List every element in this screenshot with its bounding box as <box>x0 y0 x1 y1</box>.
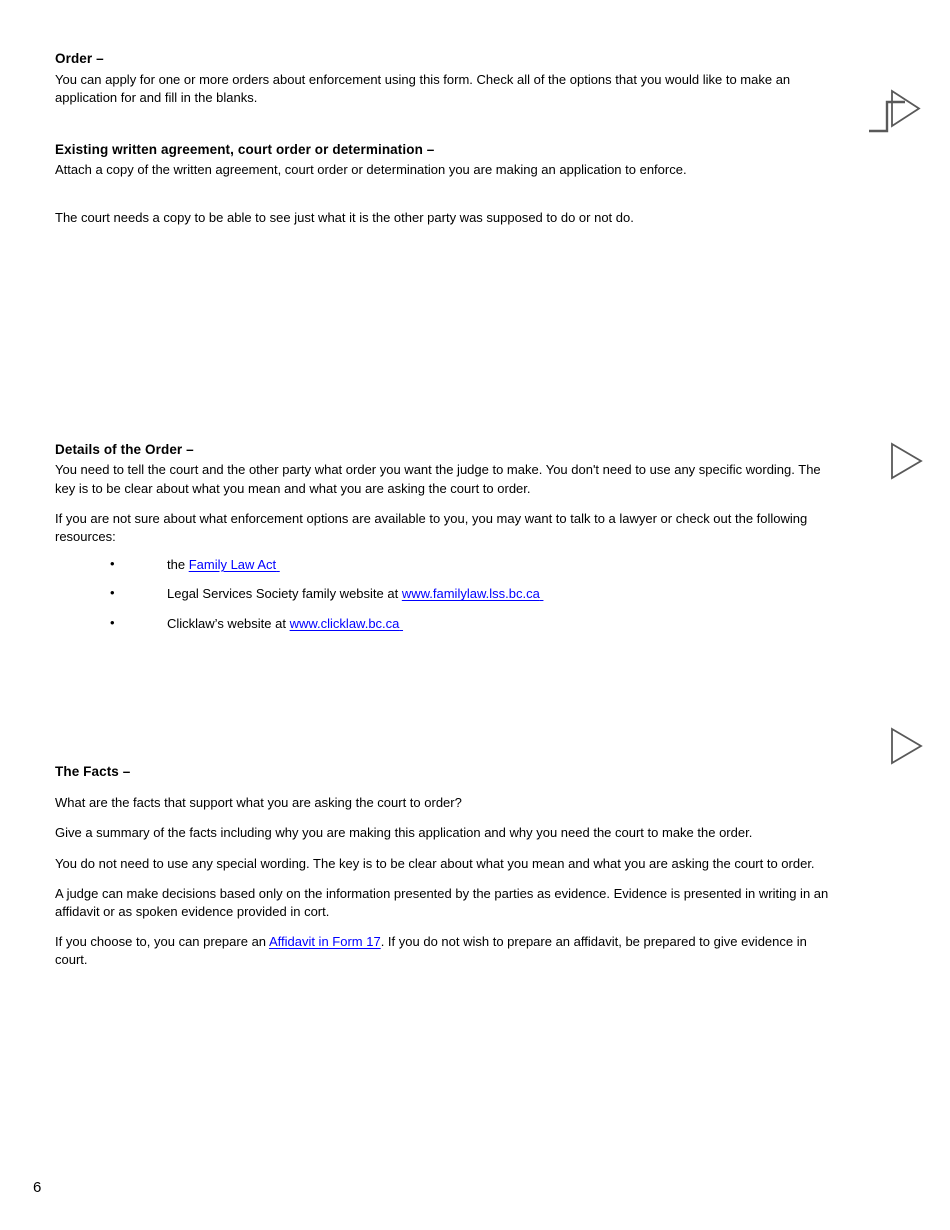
section-heading-details-of-order: Details of the Order – <box>55 441 194 457</box>
paragraph-what-are-facts: What are the facts that support what you are asking the court to order? <box>55 795 462 811</box>
comment-marker-bracket[interactable] <box>865 88 940 136</box>
spacer <box>55 843 840 855</box>
paragraph-judge-decisions: A judge can make decisions based only on the information presented by the parties as evidence. Evidence is presented in writing in an affidavit or as spoken evidence provided in cort. <box>55 885 829 919</box>
list-item-prefix: Legal Services Society family website at <box>167 586 402 602</box>
triangle-icon <box>888 441 930 481</box>
list-item <box>55 585 840 603</box>
link-affidavit-in-form-17[interactable]: Affidavit in Form 17 <box>268 934 381 950</box>
spacer <box>55 921 840 933</box>
list-item <box>55 615 840 633</box>
comment-marker-triangle-2[interactable] <box>888 726 930 766</box>
page-number: 6 <box>33 1179 42 1196</box>
paragraph-enforcement-options: If you are not sure about what enforcement options are available to you, you may want to talk to a lawyer or check out the following resources: <box>55 510 808 544</box>
spacer <box>55 873 840 885</box>
document-body <box>55 50 840 970</box>
section-the-facts <box>55 763 840 970</box>
paragraph-attach-copy: Attach a copy of the written agreement, court order or determination you are making an application to enforce. <box>55 162 687 178</box>
bracket-triangle-icon <box>865 88 940 136</box>
section-heading-the-facts: The Facts – <box>55 763 131 779</box>
resource-list <box>55 556 840 633</box>
list-item-prefix: the <box>167 557 189 573</box>
bullet-glyph: • <box>110 585 115 601</box>
bullet-glyph: • <box>110 614 115 630</box>
paragraph-tell-the-court: You need to tell the court and the other party what order you want the judge to make. You don't need to use any specific wording. The key is to be clear about what you mean and what you are asking the court to order. <box>55 462 821 496</box>
triangle-icon <box>888 726 930 766</box>
spacer <box>55 783 840 794</box>
link-familylaw-lss-bc-ca[interactable]: www.familylaw.lss.bc.ca <box>401 586 540 602</box>
spacer <box>55 107 840 141</box>
link-clicklaw-bc-ca[interactable]: www.clicklaw.bc.ca <box>289 615 400 631</box>
spacer <box>55 227 840 441</box>
section-heading-existing-agreement: Existing written agreement, court order or determination – <box>55 141 435 157</box>
spacer <box>55 498 840 510</box>
spacer <box>55 644 840 763</box>
list-item-prefix: Clicklaw’s website at <box>167 615 290 631</box>
paragraph-order-intro: You can apply for one or more orders about enforcement using this form. Check all of the options that you would like to make an application for and fill in the blanks. <box>55 71 791 105</box>
section-existing-agreement <box>55 141 840 227</box>
section-details-of-order <box>55 441 840 633</box>
spacer <box>55 180 840 209</box>
affidavit-suffix: . If you do not wish to prepare an affidavit, be prepared to give evidence in court. <box>55 934 807 968</box>
link-family-law-act[interactable]: Family Law Act <box>188 557 277 573</box>
paragraph-no-special-wording: You do not need to use any special wording. The key is to be clear about what you mean and what you are asking the court to order. <box>55 855 815 871</box>
paragraph-affidavit <box>55 933 840 969</box>
spacer <box>55 812 840 824</box>
comment-marker-triangle-1[interactable] <box>888 441 930 481</box>
bullet-glyph: • <box>110 556 115 572</box>
list-item <box>55 556 840 574</box>
affidavit-prefix: If you choose to, you can prepare an <box>55 934 269 950</box>
section-order <box>55 50 840 107</box>
section-heading-order: Order – <box>55 51 104 66</box>
paragraph-court-needs-copy: The court needs a copy to be able to see just what it is the other party was supposed to do or not do. <box>55 209 634 225</box>
paragraph-give-summary: Give a summary of the facts including why you are making this application and why you need the court to make the order. <box>55 825 753 841</box>
